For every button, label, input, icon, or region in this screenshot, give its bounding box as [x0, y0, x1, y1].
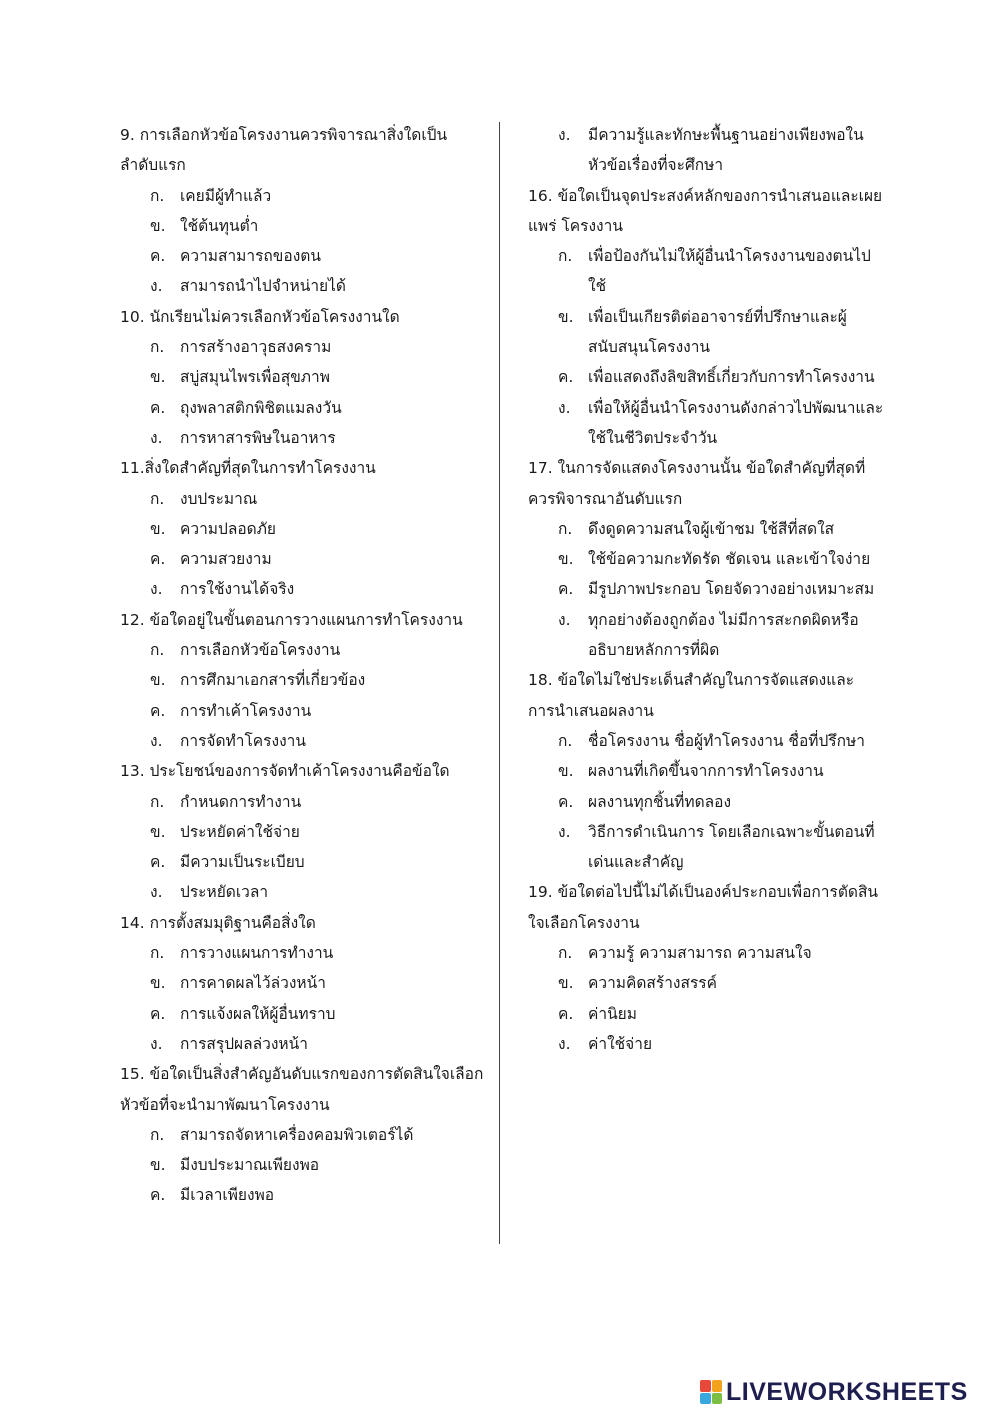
answer-option[interactable]	[120, 665, 485, 695]
option-letter: ง.	[150, 883, 163, 902]
option-letter: ก.	[558, 519, 573, 538]
option-text: เพื่อป้องกันไม่ให้ผู้อื่นนำโครงงานของตนไปใช้	[588, 247, 871, 296]
question-15-option-d[interactable]	[528, 120, 888, 181]
question-stem: 13. ประโยชน์ของการจัดทำเค้าโครงงานคือข้อใด	[120, 762, 450, 781]
answer-option[interactable]	[528, 968, 888, 998]
option-text: ความปลอดภัย	[180, 519, 277, 538]
answer-option[interactable]	[120, 514, 485, 544]
option-text: มีความเป็นระเบียบ	[180, 853, 305, 872]
option-text: ประหยัดเวลา	[180, 883, 269, 902]
option-letter: ค.	[150, 550, 166, 569]
logo-square	[712, 1393, 723, 1405]
option-letter: ข.	[150, 519, 166, 538]
answer-option[interactable]	[528, 574, 888, 604]
option-text: สบู่สมุนไพรเพื่อสุขภาพ	[180, 368, 330, 387]
option-text: การคาดผลไว้ล่วงหน้า	[180, 974, 326, 993]
option-text: เคยมีผู้ทำแล้ว	[180, 186, 272, 205]
option-letter: ง.	[150, 277, 163, 296]
logo-square	[712, 1380, 723, 1392]
option-text: ทุกอย่างต้องถูกต้อง ไม่มีการสะกดผิดหรืออธิบายหลักการที่ผิด	[588, 610, 859, 660]
option-letter: ค.	[558, 792, 574, 811]
liveworksheets-brand	[700, 1377, 968, 1407]
option-text: เพื่อแสดงถึงลิขสิทธิ์เกี่ยวกับการทำโครงงาน	[588, 368, 875, 387]
option-letter: ข.	[150, 368, 166, 387]
option-text: สามารถนำไปจำหน่ายได้	[180, 277, 346, 296]
option-letter: ก.	[558, 731, 573, 750]
answer-option[interactable]	[120, 635, 485, 665]
question-block	[120, 453, 485, 604]
answer-option[interactable]	[120, 1180, 485, 1210]
answer-option[interactable]	[528, 393, 888, 454]
option-letter: ง.	[150, 1034, 163, 1053]
option-text: เพื่อเป็นเกียรติต่ออาจารย์ที่ปรึกษาและผู้สนับสนุนโครงงาน	[588, 307, 847, 357]
option-text: เพื่อให้ผู้อื่นนำโครงงานดังกล่าวไปพัฒนาและใช้ในชีวิตประจำวัน	[588, 398, 884, 447]
logo-square	[700, 1380, 711, 1392]
answer-option[interactable]	[120, 787, 485, 817]
option-letter: ง.	[558, 610, 571, 629]
option-text: ใช้ต้นทุนต่ำ	[180, 216, 259, 235]
answer-option[interactable]	[528, 938, 888, 968]
option-text: ค่าใช้จ่าย	[588, 1034, 653, 1053]
option-text: มีงบประมาณเพียงพอ	[180, 1156, 320, 1175]
option-text: ชื่อโครงงาน ชื่อผู้ทำโครงงาน ชื่อที่ปรึกษา	[588, 731, 865, 750]
option-letter: ข.	[150, 216, 166, 235]
question-stem: 11.สิ่งใดสำคัญที่สุดในการทำโครงงาน	[120, 459, 376, 478]
question-block	[120, 605, 485, 756]
option-letter: ค.	[150, 247, 166, 266]
column-divider	[499, 122, 500, 1244]
answer-option[interactable]	[120, 211, 485, 241]
answer-option[interactable]	[120, 362, 485, 392]
option-letter: ข.	[150, 974, 166, 993]
answer-option[interactable]	[120, 393, 485, 423]
option-text: มีความรู้และทักษะพื้นฐานอย่างเพียงพอในหัวข้อเรื่องที่จะศึกษา	[588, 126, 864, 175]
option-letter: ก.	[150, 338, 165, 357]
logo-square	[700, 1393, 711, 1405]
question-stem: 15. ข้อใดเป็นสิ่งสำคัญอันดับแรกของการตัดสินใจเลือกหัวข้อที่จะนำมาพัฒนาโครงงาน	[120, 1065, 484, 1114]
answer-option[interactable]	[120, 999, 485, 1029]
option-letter: ค.	[150, 1004, 166, 1023]
option-letter: ก.	[150, 489, 165, 508]
option-letter: ก.	[150, 792, 165, 811]
answer-option[interactable]	[120, 877, 485, 907]
option-text: การทำเค้าโครงงาน	[180, 701, 312, 720]
answer-option[interactable]	[528, 605, 888, 666]
answer-option[interactable]	[120, 968, 485, 998]
option-text: ใช้ข้อความกะทัดรัด ชัดเจน และเข้าใจง่าย	[588, 550, 871, 569]
option-letter: ข.	[150, 671, 166, 690]
option-text: ค่านิยม	[588, 1004, 637, 1023]
option-text: กำหนดการทำงาน	[180, 792, 302, 811]
option-letter: ข.	[558, 974, 574, 993]
answer-option[interactable]	[120, 574, 485, 604]
option-letter: ข.	[558, 307, 574, 326]
question-stem: 14. การตั้งสมมุติฐานคือสิ่งใด	[120, 913, 316, 932]
option-letter: ก.	[150, 1125, 165, 1144]
option-text: วิธีการดำเนินการ โดยเลือกเฉพาะขั้นตอนที่เด่นและสำคัญ	[588, 822, 875, 872]
left-column	[120, 120, 485, 1211]
question-stem: 19. ข้อใดต่อไปนี้ไม่ได้เป็นองค์ประกอบเพื่อการตัดสินใจเลือกโครงงาน	[528, 883, 879, 932]
option-letter: ง.	[558, 1034, 571, 1053]
option-letter: ก.	[558, 247, 573, 266]
option-letter: ค.	[150, 853, 166, 872]
liveworksheets-logo-icon	[700, 1380, 722, 1404]
question-stem: 12. ข้อใดอยู่ในขั้นตอนการวางแผนการทำโครงงาน	[120, 610, 463, 629]
question-stem: 16. ข้อใดเป็นจุดประสงค์หลักของการนำเสนอและเผยแพร่ โครงงาน	[528, 186, 883, 235]
answer-option[interactable]	[528, 726, 888, 756]
answer-option[interactable]	[120, 696, 485, 726]
option-letter: ค.	[150, 1186, 166, 1205]
option-letter: ก.	[150, 641, 165, 660]
option-text: ความคิดสร้างสรรค์	[588, 974, 717, 993]
question-stem: 10. นักเรียนไม่ควรเลือกหัวข้อโครงงานใด	[120, 307, 400, 326]
answer-option[interactable]	[528, 817, 888, 878]
option-text: การหาสารพิษในอาหาร	[180, 428, 336, 447]
answer-option[interactable]	[120, 484, 485, 514]
option-letter: ข.	[558, 550, 574, 569]
option-letter: ค.	[150, 398, 166, 417]
option-letter: ง.	[558, 398, 571, 417]
question-stem: 18. ข้อใดไม่ใช่ประเด็นสำคัญในการจัดแสดงและการนำเสนอผลงาน	[528, 671, 855, 720]
answer-option[interactable]	[528, 1029, 888, 1059]
option-letter: ค.	[558, 580, 574, 599]
option-letter: ง.	[558, 822, 571, 841]
option-text: มีรูปภาพประกอบ โดยจัดวางอย่างเหมาะสม	[588, 580, 875, 599]
answer-option[interactable]	[528, 302, 888, 363]
option-text: การศึกมาเอกสารที่เกี่ยวข้อง	[180, 671, 366, 690]
brand-name: LIVEWORKSHEETS	[726, 1377, 968, 1406]
question-block	[528, 665, 888, 877]
option-letter: ก.	[558, 944, 573, 963]
option-text: ความสวยงาม	[180, 550, 272, 569]
question-block	[120, 908, 485, 1059]
option-letter: ค.	[558, 1004, 574, 1023]
answer-option[interactable]	[120, 817, 485, 847]
question-block	[528, 877, 888, 1059]
option-letter: ง.	[150, 731, 163, 750]
option-text: สามารถจัดหาเครื่องคอมพิวเตอร์ได้	[180, 1125, 414, 1144]
option-letter: ข.	[558, 762, 574, 781]
answer-option[interactable]	[120, 332, 485, 362]
option-text: ผลงานทุกชิ้นที่ทดลอง	[588, 792, 732, 811]
answer-option[interactable]	[528, 362, 888, 392]
option-text: ความสามารถของตน	[180, 247, 321, 266]
option-text: การใช้งานได้จริง	[180, 580, 295, 599]
question-block	[120, 1059, 485, 1210]
answer-option[interactable]	[120, 847, 485, 877]
option-letter: ค.	[558, 368, 574, 387]
option-letter: ง.	[558, 126, 571, 144]
right-column	[528, 120, 888, 1059]
option-letter: ข.	[150, 822, 166, 841]
option-text: การสรุปผลล่วงหน้า	[180, 1034, 308, 1053]
answer-option[interactable]	[120, 1029, 485, 1059]
option-text: ถุงพลาสติกพิชิตแมลงวัน	[180, 398, 342, 417]
option-text: ผลงานที่เกิดขึ้นจากการทำโครงงาน	[588, 762, 824, 781]
option-letter: ค.	[150, 701, 166, 720]
option-letter: ง.	[150, 428, 163, 447]
answer-option[interactable]	[120, 423, 485, 453]
answer-option[interactable]	[120, 241, 485, 271]
option-text: ดึงดูดความสนใจผู้เข้าชม ใช้สีที่สดใส	[588, 519, 835, 538]
option-text: งบประมาณ	[180, 489, 258, 508]
option-text: การสร้างอาวุธสงคราม	[180, 338, 332, 357]
question-block	[120, 120, 485, 302]
option-letter: ง.	[150, 580, 163, 599]
question-block	[528, 181, 888, 454]
option-text: การแจ้งผลให้ผู้อื่นทราบ	[180, 1004, 336, 1023]
question-block	[528, 453, 888, 665]
option-letter: ก.	[150, 186, 165, 205]
question-stem: 17. ในการจัดแสดงโครงงานนั้น ข้อใดสำคัญที่สุดที่ควรพิจารณาอันดับแรก	[528, 459, 866, 508]
answer-option[interactable]	[120, 271, 485, 301]
answer-option[interactable]	[120, 1120, 485, 1150]
answer-option[interactable]	[120, 726, 485, 756]
option-text: การจัดทำโครงงาน	[180, 731, 306, 750]
answer-option[interactable]	[120, 1150, 485, 1180]
answer-option[interactable]	[528, 999, 888, 1029]
question-stem: 9. การเลือกหัวข้อโครงงานควรพิจารณาสิ่งใดเป็นลำดับแรก	[120, 126, 448, 175]
option-letter: ข.	[150, 1156, 166, 1175]
answer-option[interactable]	[528, 544, 888, 574]
answer-option[interactable]	[528, 756, 888, 786]
question-block	[120, 302, 485, 453]
answer-option[interactable]	[120, 938, 485, 968]
answer-option[interactable]	[528, 514, 888, 544]
answer-option[interactable]	[120, 544, 485, 574]
option-text: มีเวลาเพียงพอ	[180, 1186, 275, 1205]
option-text: การวางแผนการทำงาน	[180, 944, 334, 963]
option-letter: ก.	[150, 944, 165, 963]
answer-option[interactable]	[120, 181, 485, 211]
option-text: การเลือกหัวข้อโครงงาน	[180, 641, 341, 660]
answer-option[interactable]	[528, 241, 888, 302]
option-text: ประหยัดค่าใช้จ่าย	[180, 822, 300, 841]
answer-option[interactable]	[528, 787, 888, 817]
option-text: ความรู้ ความสามารถ ความสนใจ	[588, 944, 812, 963]
question-block	[120, 756, 485, 907]
